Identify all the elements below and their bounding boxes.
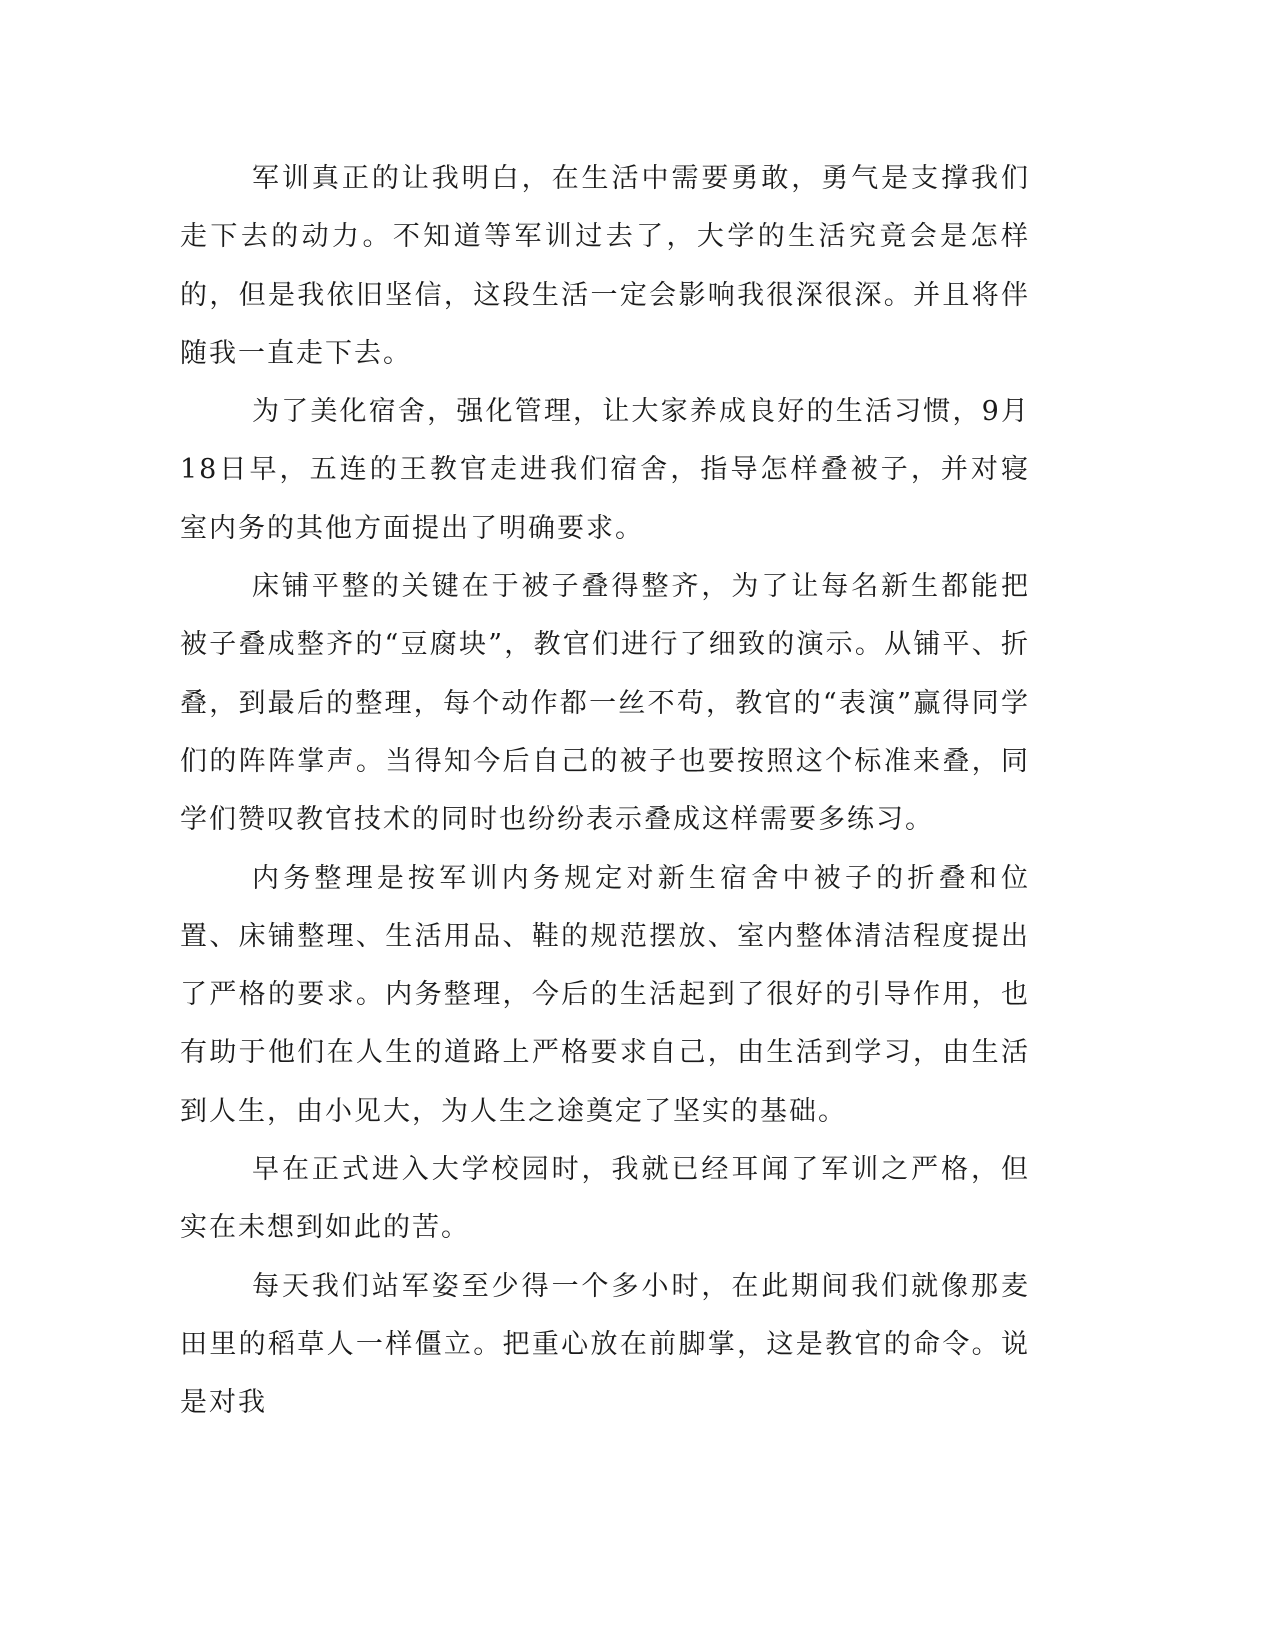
document-page bbox=[180, 150, 1030, 1433]
paragraph-2: 为了美化宿舍，强化管理，让大家养成良好的生活习惯，9月18日早，五连的王教官走进我们宿舍，指导怎样叠被子，并对寝室内务的其他方面提出了明确要求。 bbox=[180, 396, 1030, 544]
paragraph-6: 每天我们站军姿至少得一个多小时，在此期间我们就像那麦田里的稻草人一样僵立。把重心放在前脚掌，这是教官的命令。说是对我 bbox=[180, 1270, 1030, 1419]
paragraph-1: 军训真正的让我明白，在生活中需要勇敢，勇气是支撑我们走下去的动力。不知道等军训过去了，大学的生活究竟会是怎样的，但是我依旧坚信，这段生活一定会影响我很深很深。并且将伴随我一直走下去。 bbox=[180, 163, 1030, 369]
paragraph-4: 内务整理是按军训内务规定对新生宿舍中被子的折叠和位置、床铺整理、生活用品、鞋的规范摆放、室内整体清洁程度提出了严格的要求。内务整理，今后的生活起到了很好的引导作用，也有助于他们在人生的道路上严格要求自己，由生活到学习，由生活到人生，由小见大，为人生之途奠定了坚实的基础。 bbox=[180, 862, 1030, 1127]
paragraph-3: 床铺平整的关键在于被子叠得整齐，为了让每名新生都能把被子叠成整齐的“豆腐块”，教官们进行了细致的演示。从铺平、折叠，到最后的整理，每个动作都一丝不苟，教官的“表演”赢得同学们的阵阵掌声。当得知今后自己的被子也要按照这个标准来叠，同学们赞叹教官技术的同时也纷纷表示叠成这样需要多练习。 bbox=[180, 571, 1030, 836]
paragraph-5: 早在正式进入大学校园时，我就已经耳闻了军训之严格，但实在未想到如此的苦。 bbox=[180, 1154, 1030, 1244]
